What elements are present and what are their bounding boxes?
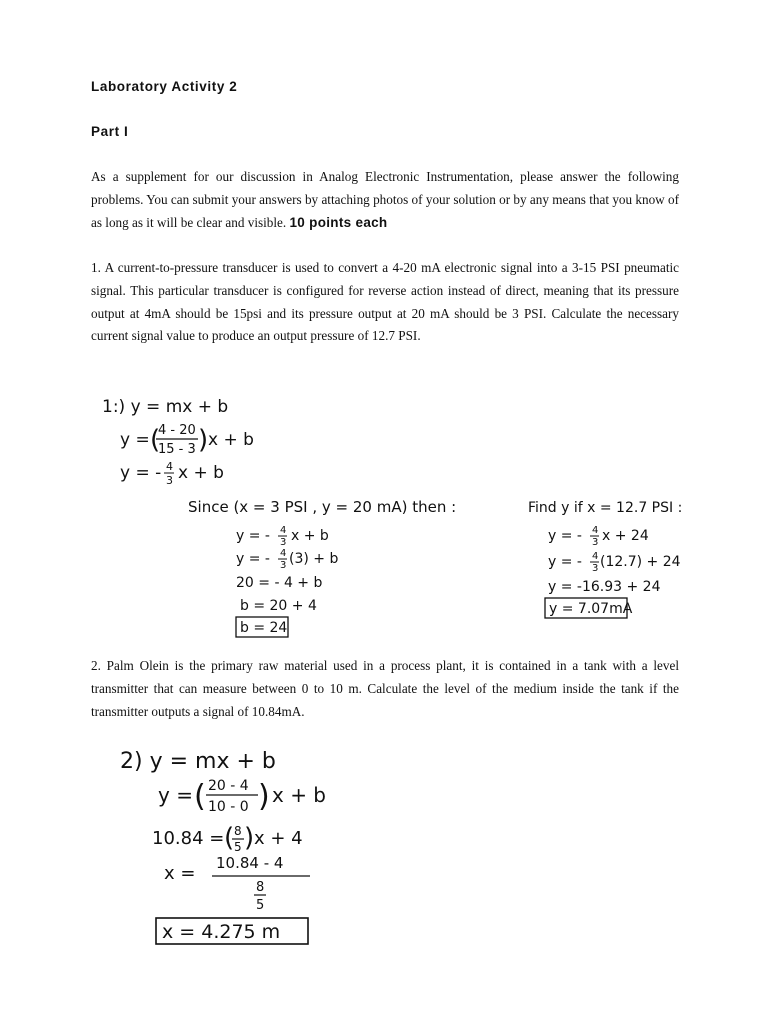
s1-frac1-den: 15 - 3 [158, 442, 196, 457]
solution-1-image [90, 390, 690, 640]
s1-frac2-den: 3 [166, 474, 173, 487]
s1-step2-den: 3 [280, 560, 287, 571]
s2-line2-rest: x + b [272, 783, 327, 807]
s2-paren2-open: ( [224, 823, 235, 853]
s2-paren-open: ( [194, 779, 206, 814]
s2-frac2-den: 5 [234, 840, 242, 854]
s1-step2-a: y = - [236, 551, 270, 567]
s2-frac3-num: 10.84 - 4 [216, 854, 284, 872]
s1-f1-num: 4 [592, 525, 599, 536]
solution-2-image [110, 740, 400, 960]
s1-f4: y = 7.07mA [549, 601, 633, 617]
s1-f1-den: 3 [592, 537, 599, 548]
s1-step5: b = 24 [240, 620, 288, 636]
s1-since: Since (x = 3 PSI , y = 20 mA) then : [188, 498, 457, 516]
s1-f2-a: y = - [548, 554, 582, 570]
s1-step1-a: y = - [236, 528, 270, 544]
s1-find: Find y if x = 12.7 PSI : [528, 500, 683, 516]
s2-answer: x = 4.275 m [162, 921, 281, 943]
s1-step2-num: 4 [280, 548, 287, 559]
s2-frac3-den-den: 5 [256, 898, 265, 913]
s1-frac2-num: 4 [166, 460, 173, 473]
s1-f2-rest: (12.7) + 24 [600, 554, 681, 570]
part-heading: Part I [91, 124, 129, 139]
s1-line3-rest: x + b [178, 463, 224, 483]
s1-line1: 1:) y = mx + b [102, 397, 229, 417]
s1-line2-y: y = [120, 430, 150, 450]
s2-line3-rest: x + 4 [254, 828, 303, 849]
s1-step1-den: 3 [280, 537, 287, 548]
s1-step1-num: 4 [280, 525, 287, 536]
s2-frac1-num: 20 - 4 [208, 778, 249, 794]
problem-2-text: 2. Palm Olein is the primary raw material used in a process plant, it is contained in a tank with a level transmitter that can measure between 0 to 10 m. Calculate the level of the medium inside the tank if the transmitter outputs a signal of 10.84mA. [91, 658, 679, 719]
s2-line3-a: 10.84 = [152, 828, 225, 849]
s1-f1-a: y = - [548, 528, 582, 544]
s2-paren2-close: ) [244, 823, 255, 853]
points-emphasis: 10 points each [289, 214, 388, 230]
s1-f3: y = -16.93 + 24 [548, 579, 661, 595]
s1-step4: b = 20 + 4 [240, 598, 317, 614]
s2-line1: 2) y = mx + b [120, 749, 276, 774]
s1-step2-rest: (3) + b [289, 551, 339, 567]
s1-step3: 20 = - 4 + b [236, 575, 323, 591]
intro-paragraph [91, 166, 679, 234]
intro-text: As a supplement for our discussion in Analog Electronic Instrumentation, please answer the following problems. You can submit your answers by attaching photos of your solution or by any means that you know of as long as it will be clear and visible. [91, 169, 679, 230]
page-title: Laboratory Activity 2 [91, 79, 238, 94]
s1-step1-rest: x + b [291, 528, 329, 544]
s1-f1-rest: x + 24 [602, 528, 649, 544]
s1-f2-den: 3 [592, 563, 599, 574]
s2-frac3-den-num: 8 [256, 880, 265, 895]
s2-line4-x: x = [164, 863, 196, 884]
s2-frac1-den: 10 - 0 [208, 799, 249, 815]
s1-f2-num: 4 [592, 551, 599, 562]
s1-line3-a: y = - [120, 463, 162, 483]
s2-frac2-num: 8 [234, 824, 242, 838]
s2-paren-close: ) [258, 779, 270, 814]
s1-line2-rest: x + b [208, 430, 254, 450]
s1-paren-close: ) [198, 425, 209, 455]
s2-line2-y: y = [158, 783, 193, 807]
s1-paren-open: ( [150, 425, 161, 455]
s1-frac1-num: 4 - 20 [158, 423, 196, 438]
problem-1-text: 1. A current-to-pressure transducer is used to convert a 4-20 mA electronic signal into a 3-15 PSI pneumatic signal. This particular transducer is configured for reverse action instead of direct, meaning that its pressure output at 4mA should be 15psi and its pressure output at 20 mA should be 3 PSI. Calculate the necessary current signal value to produce an output pressure of 12.7 PSI. [91, 260, 679, 344]
